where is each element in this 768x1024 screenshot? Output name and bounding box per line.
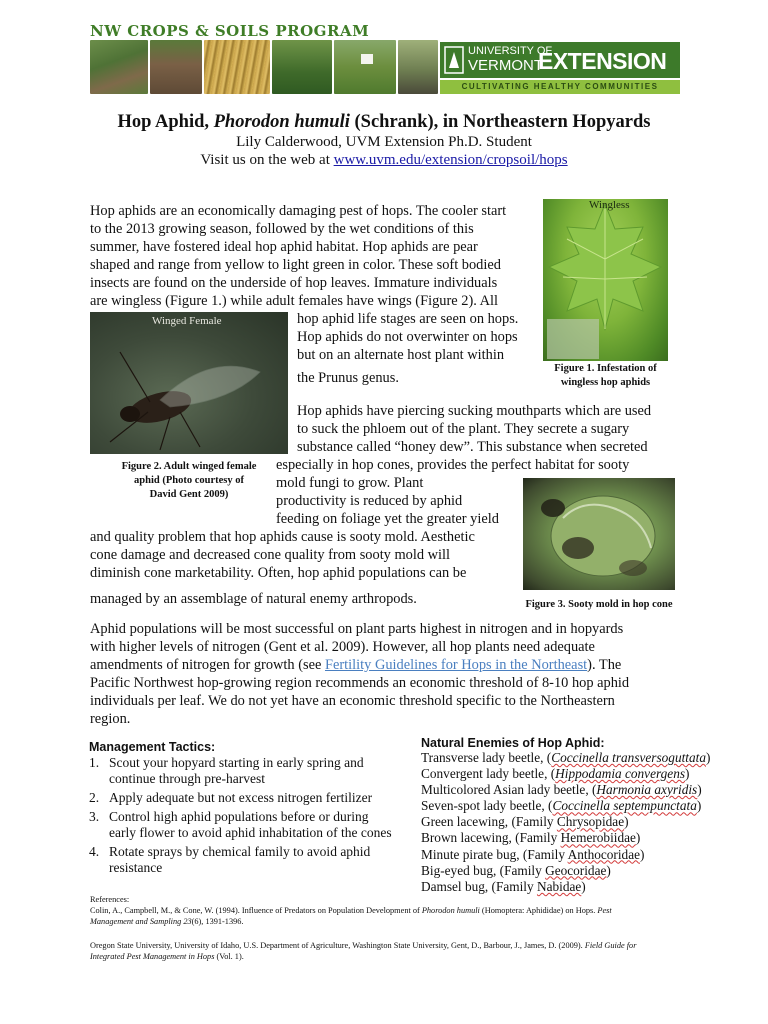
page-title — [0, 112, 768, 133]
text-line: are wingless (Figure 1.) while adult females have wings (Figure 2). All — [90, 293, 499, 309]
list-item — [421, 750, 751, 766]
fertility-guidelines-link[interactable]: Fertility Guidelines for Hops in the Northeast — [324, 657, 588, 673]
enemy-suffix: ) — [640, 846, 645, 862]
list-number: 3. — [89, 809, 100, 824]
ref-text: Integrated Pest Management in Hops — [90, 952, 215, 961]
list-item — [421, 782, 751, 798]
text-line: Pacific Northwest hop-growing region recommends an economic threshold of 8-10 hop aphid — [90, 675, 630, 691]
list-item — [421, 766, 751, 782]
list-item — [421, 830, 751, 846]
text-span: amendments of nitrogen for growth (see — [90, 657, 325, 673]
enemy-common-name: Minute pirate bug, (Family — [421, 846, 568, 862]
list-number: 4. — [89, 844, 100, 859]
enemy-family-name: Geocoridae — [545, 862, 607, 878]
sooty-cone-illustration — [523, 478, 675, 590]
references — [90, 894, 690, 962]
list-line: Rotate sprays by chemical family to avoid aphid — [109, 844, 371, 859]
enemy-family-name: Nabidae — [536, 878, 582, 894]
list-item — [421, 798, 751, 814]
text-line: productivity is reduced by aphid — [276, 493, 463, 509]
enemy-family-name: Chrysopidae — [556, 814, 625, 830]
reference-2 — [90, 940, 690, 962]
text-line: summer, have fostered ideal hop aphid habitat. Hop aphids are pear — [90, 239, 478, 255]
list-item — [89, 844, 409, 876]
list-number: 2. — [89, 790, 100, 805]
banner-photo-grain — [204, 40, 270, 94]
ref-text: Phorodon humuli — [421, 906, 480, 915]
ref-text: Pest — [597, 906, 612, 915]
list-line: Control high aphid populations before or during — [109, 809, 369, 824]
figure-3-image — [523, 478, 675, 590]
caption-line: Figure 2. Adult winged female — [121, 461, 257, 472]
figure-2-label: Winged Female — [152, 315, 222, 327]
figure-1-image — [543, 199, 668, 361]
list-item — [421, 879, 751, 895]
list-item — [421, 863, 751, 879]
list-line: Apply adequate but not excess nitrogen fertilizer — [109, 790, 373, 805]
winged-aphid-illustration — [90, 312, 288, 454]
banner-photo-tractor — [398, 40, 438, 94]
uvm-tagline: CULTIVATING HEALTHY COMMUNITIES — [440, 80, 680, 94]
text-line: substance called “honey dew”. This substance when secreted — [297, 439, 648, 455]
enemy-suffix: ) — [581, 878, 586, 894]
text-line: to the 2013 growing season, followed by the wet conditions of this — [90, 221, 474, 237]
title-prefix: Hop Aphid, — [117, 112, 214, 132]
enemy-scientific-name: Harmonia axyridis — [596, 782, 698, 798]
enemy-scientific-name: Coccinella septempunctata — [552, 798, 697, 814]
text-line: cone damage and decreased cone quality from sooty mold will — [90, 547, 451, 563]
enemy-common-name: Green lacewing, (Family — [421, 814, 557, 830]
list-item — [89, 755, 409, 787]
caption-line: Figure 1. Infestation of — [554, 363, 657, 374]
figure-1-caption — [538, 362, 673, 390]
caption-line: aphid (Photo courtesy of — [134, 475, 244, 486]
enemy-scientific-name: Hippodamia convergens — [555, 766, 686, 782]
enemy-common-name: Convergent lady beetle, ( — [421, 766, 556, 782]
hop-leaf-illustration — [543, 199, 668, 361]
enemy-scientific-name: Coccinella transversoguttata — [551, 750, 706, 765]
uvm-shield-icon — [444, 46, 464, 74]
text-line: region. — [90, 711, 131, 727]
ref-text: Field Guide for — [584, 941, 637, 950]
text-line: feeding on foliage yet the greater yield — [276, 511, 499, 527]
management-tactics — [89, 740, 409, 876]
enemy-suffix: ) — [697, 782, 702, 798]
caption-line: wingless hop aphids — [560, 377, 651, 388]
list-item — [421, 814, 751, 830]
text-line — [90, 656, 680, 674]
list-text — [109, 809, 392, 841]
website-prefix: Visit us on the web at — [200, 152, 334, 168]
management-list — [89, 755, 409, 876]
enemy-common-name: Brown lacewing, (Family — [421, 830, 561, 846]
text-line: but on an alternate host plant within — [297, 347, 505, 363]
text-line: and quality problem that hop aphids cause is sooty mold. Aesthetic — [90, 529, 475, 545]
enemy-common-name: Multicolored Asian lady beetle, ( — [421, 782, 597, 798]
header-banner — [90, 22, 680, 96]
title-suffix: (Schrank), in Northeastern Hopyards — [349, 112, 651, 132]
enemy-suffix: ) — [635, 830, 641, 846]
banner-photo-sign — [334, 40, 396, 94]
figure-2-image — [90, 312, 288, 454]
author-line: Lily Calderwood, UVM Extension Ph.D. Student — [236, 134, 532, 150]
prunus-line: the Prunus genus. — [297, 370, 399, 386]
natural-enemies — [421, 736, 751, 895]
list-line: Scout your hopyard starting in early spring and — [109, 755, 364, 770]
uvm-university-name: UNIVERSITY OF VERMONT — [468, 45, 553, 74]
text-line: shaped and range from yellow to light green in color. These soft bodied — [90, 257, 501, 273]
list-line: continue through pre-harvest — [109, 771, 265, 786]
reference-1 — [90, 905, 690, 927]
ref-text: (Homoptera: Aphididae) on Hops. — [479, 906, 598, 915]
ref-text: Management and Sampling 23 — [90, 917, 192, 926]
uvm-extension-word: EXTENSION — [538, 48, 667, 74]
list-text — [109, 755, 364, 787]
website-link[interactable]: www.uvm.edu/extension/cropsoil/hops — [333, 152, 568, 168]
figure-2-caption — [113, 460, 265, 502]
caption-line: David Gent 2009) — [149, 489, 229, 500]
banner-photo-crops — [272, 40, 332, 94]
list-line: resistance — [109, 860, 163, 875]
text-line: to suck the phloem out of the plant. They secrete a sugary — [297, 421, 630, 437]
title-species: Phorodon humuli — [213, 112, 350, 132]
figure-1-label: Wingless — [589, 199, 630, 211]
text-line: Aphid populations will be most successful on plant parts highest in nitrogen and in hopyards — [90, 621, 624, 637]
text-line: insects are found on the underside of hop leaves. Immature individuals — [90, 275, 498, 291]
enemies-heading: Natural Enemies of Hop Aphid: — [421, 736, 605, 750]
enemy-common-name: Big-eyed bug, (Family — [421, 862, 546, 878]
website-line — [0, 152, 768, 169]
list-number: 1. — [89, 755, 100, 770]
ref-text: (6), 1391-1396. — [191, 917, 244, 926]
enemy-family-name: Anthocoridae — [567, 846, 640, 862]
list-item — [421, 847, 751, 863]
management-heading: Management Tactics: — [89, 740, 216, 754]
nitrogen-paragraph — [90, 620, 680, 728]
enemy-common-name: Damsel bug, (Family — [421, 878, 537, 894]
banner-photo-field-workers — [90, 40, 148, 94]
banner-photo-soil — [150, 40, 202, 94]
ref-text: Oregon State University, University of Idaho, U.S. Department of Agriculture, Washington State University, Gent, D., Barbour, J., James, D. (2009). — [90, 941, 585, 950]
ref-text: (Vol. 1). — [214, 952, 244, 961]
enemy-suffix: ) — [624, 814, 629, 830]
enemy-common-name: Seven-spot lady beetle, ( — [421, 798, 553, 814]
references-heading: References: — [90, 895, 130, 904]
enemies-list — [421, 750, 751, 895]
list-item — [89, 809, 409, 841]
enemy-family-name: Hemerobiidae — [560, 830, 636, 846]
figure-3-caption: Figure 3. Sooty mold in hop cone — [525, 599, 673, 610]
text-line: Hop aphids have piercing sucking mouthparts which are used — [297, 403, 652, 419]
uvm-extension-logo — [440, 42, 680, 96]
enemy-common-name: Transverse lady beetle, ( — [421, 750, 552, 765]
intro-continuation — [297, 310, 537, 364]
enemy-suffix: ) — [606, 862, 611, 878]
text-line: hop aphid life stages are seen on hops. — [297, 311, 519, 327]
enemy-suffix: ) — [705, 750, 711, 765]
enemy-suffix: ) — [685, 766, 690, 782]
list-item — [89, 790, 409, 806]
text-line: especially in hop cones, provides the perfect habitat for sooty — [276, 457, 630, 473]
text-line: individuals per leaf. We do not yet have an economic threshold specific to the Northeastern — [90, 693, 615, 709]
text-line: Hop aphids do not overwinter on hops — [297, 329, 518, 345]
ref-text: Colin, A., Campbell, M., & Cone, W. (1994). Influence of Predators on Population Development of — [90, 906, 422, 915]
text-line: Hop aphids are an economically damaging pest of hops. The cooler start — [90, 203, 507, 219]
text-line: diminish cone marketability. Often, hop aphid populations can be — [90, 565, 467, 581]
enemy-suffix: ) — [696, 798, 702, 814]
list-text — [109, 844, 370, 876]
list-line: early flower to avoid aphid inhabitation of the cones — [109, 825, 392, 840]
program-title: NW CROPS & SOILS PROGRAM — [90, 22, 370, 40]
text-line: managed by an assemblage of natural enemy arthropods. — [90, 591, 417, 607]
intro-paragraph — [90, 202, 540, 310]
text-span: ). The — [587, 657, 622, 673]
text-line: with higher levels of nitrogen (Gent et al. 2009). However, all hop plants need adequate — [90, 639, 595, 655]
text-line: mold fungi to grow. Plant — [276, 475, 424, 491]
